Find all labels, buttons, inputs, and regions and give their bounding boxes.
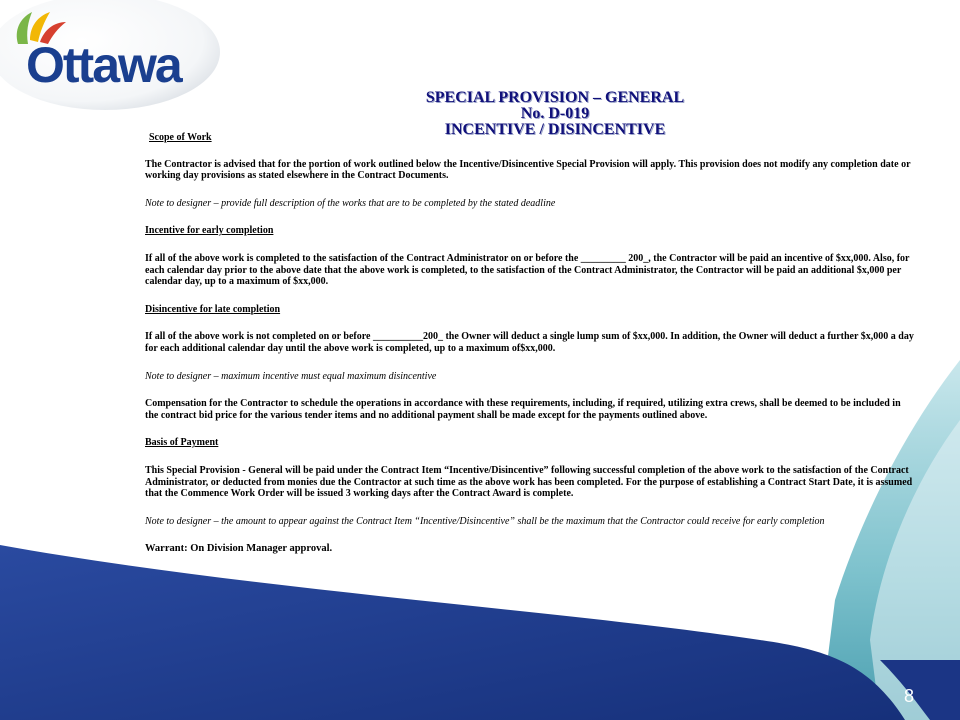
designer-note-3: Note to designer – the amount to appear against the Contract Item “Incentive/Disincentive” shall be the maximum that the Contractor could receive for early completion (145, 515, 825, 527)
scope-paragraph: The Contractor is advised that for the portion of work outlined below the Incentive/Disincentive Special Provision will apply. This provision does not modify any completion date or working day provisions as stated elsewhere in the Contract Documents. (145, 158, 911, 182)
logo-wordmark: Ottawa (26, 37, 181, 93)
page-number: 8 (904, 686, 915, 706)
payment-paragraph: This Special Provision - General will be paid under the Contract Item “Incentive/Disincentive” following successful completion of the above work to the satisfaction of the Contract Administrator, or deducted from monies due the Contractor at such time as the above work has been completed. For the purpose of establishing a Contract Start Date, it is assumed that the Commence Work Order will be issued 3 working days after the Contract Award is complete. (145, 464, 913, 500)
warrant-line: Warrant: On Division Manager approval. (145, 543, 333, 555)
designer-note-1: Note to designer – provide full description of the works that are to be completed by the stated deadline (145, 197, 556, 209)
page-title (300, 90, 810, 138)
disincentive-paragraph: If all of the above work is not completed on or before __________200_ the Owner will deduct a single lump sum of $xx,000. In addition, the Owner will deduct a further $x,000 a day for each additional calendar day until the above work is completed, up to a maximum of$xx,000. (145, 331, 914, 354)
title-line-2: No. D-019 (520, 105, 590, 122)
document-body (145, 132, 915, 571)
designer-note-2: Note to designer – maximum incentive must equal maximum disincentive (145, 370, 437, 382)
navy-swoosh (0, 545, 905, 720)
scope-heading: Scope of Work (149, 132, 212, 143)
incentive-heading: Incentive for early completion (145, 225, 274, 237)
title-line-3: INCENTIVE / DISINCENTIVE (444, 121, 666, 138)
compensation-paragraph: Compensation for the Contractor to schedule the operations in accordance with these requirements, including, if required, utilizing extra crews, shall be deemed to be included in the contract bid price for the various tender items and no additional payment shall be made except for the payments outlined above. (145, 398, 901, 421)
payment-heading: Basis of Payment (145, 437, 219, 449)
incentive-paragraph: If all of the above work is completed to the satisfaction of the Contract Administrator on or before the _________ 200_, the Contractor will be paid an incentive of $xx,000. Also, for each calendar day prior to the above date that the above work is completed, to the satisfaction of the Contract Administrator, the Contractor will be paid an additional $x,000 per calendar day, up to a maximum of $xx,000. (145, 252, 910, 288)
title-line-1: SPECIAL PROVISION – GENERAL (425, 89, 685, 106)
disincentive-heading: Disincentive for late completion (145, 303, 281, 315)
